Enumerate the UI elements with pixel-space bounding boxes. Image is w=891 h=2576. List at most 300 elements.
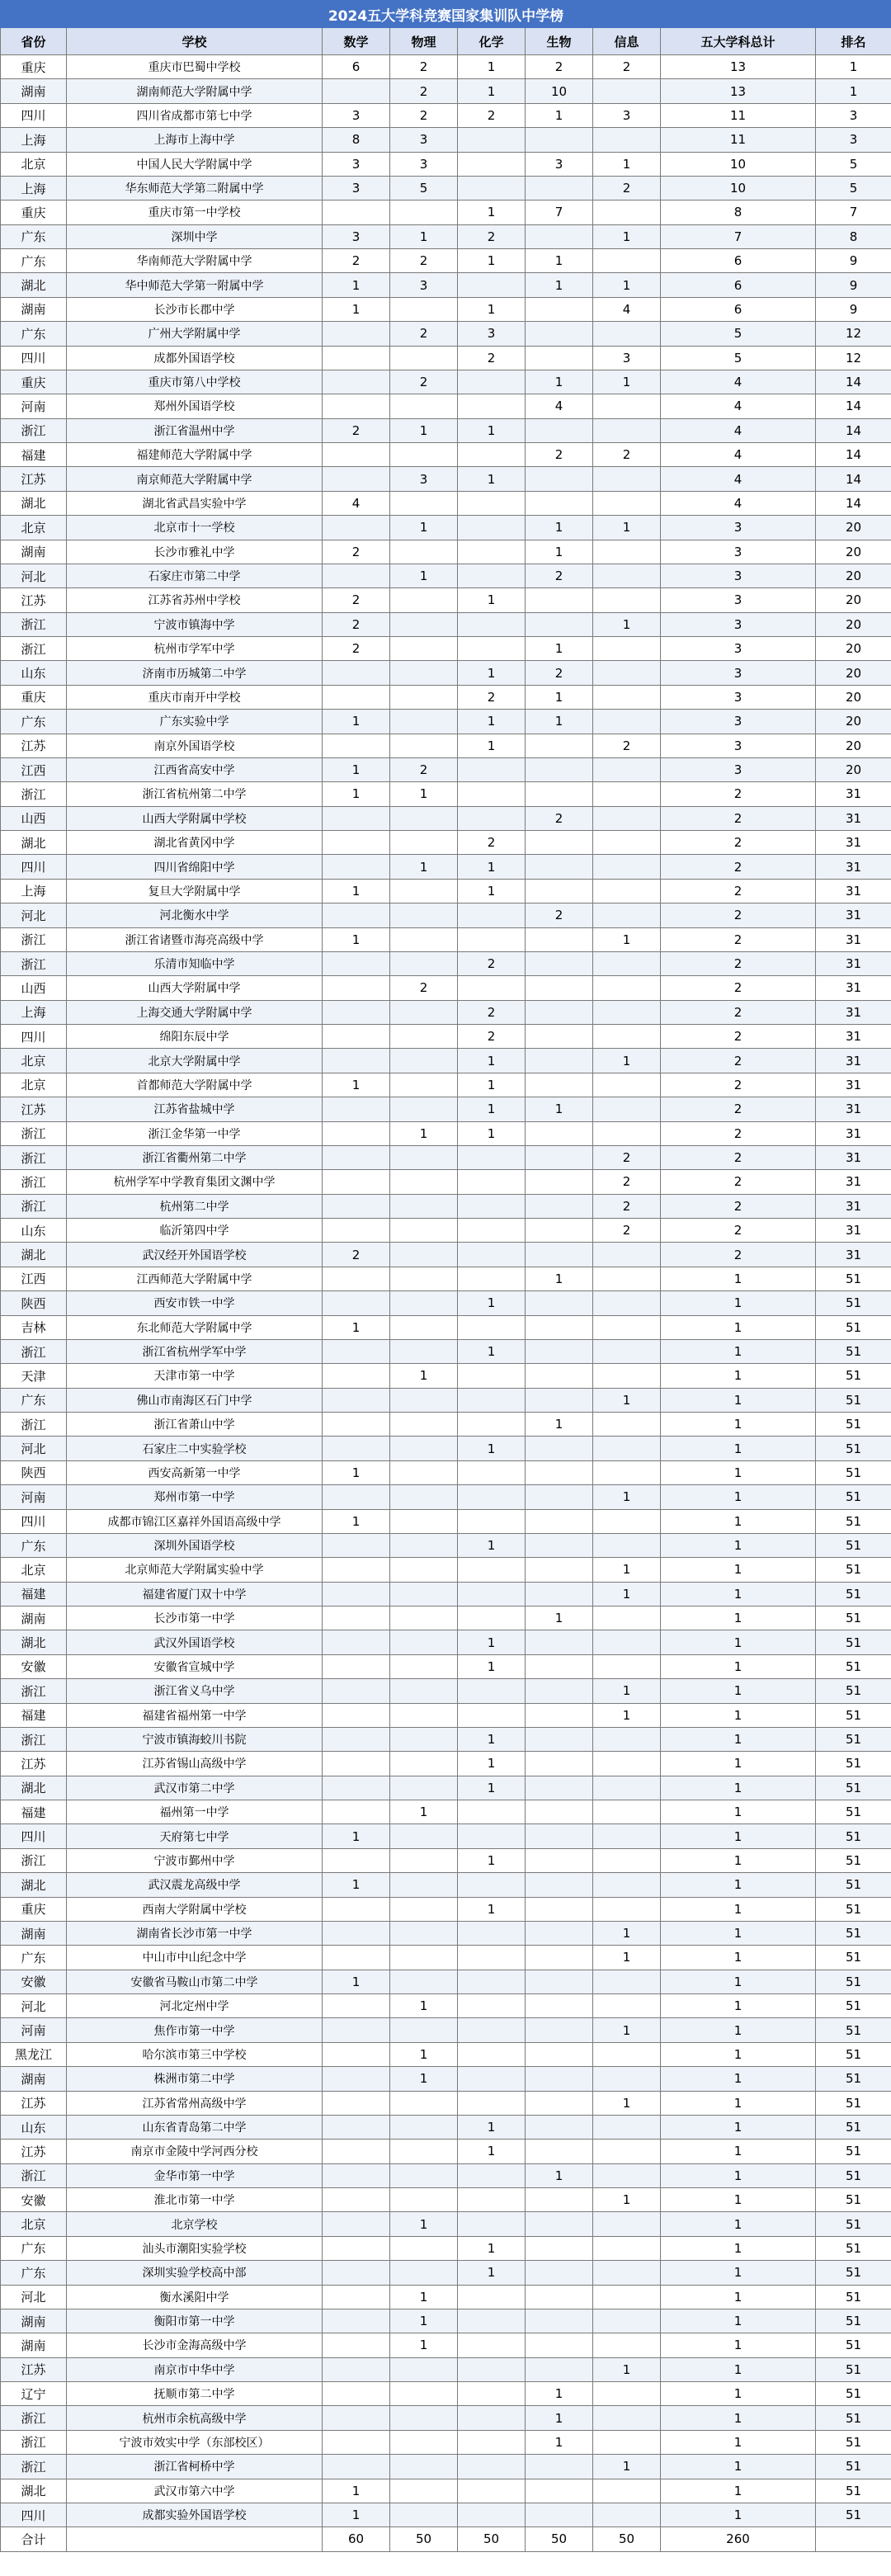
math-cell — [323, 2357, 390, 2381]
informatics-cell — [593, 2067, 661, 2091]
informatics-cell — [593, 249, 661, 273]
chemistry-cell — [458, 2091, 526, 2115]
physics-cell — [390, 710, 458, 734]
chemistry-cell — [458, 1558, 526, 1582]
biology-cell — [526, 1873, 593, 1897]
chemistry-cell — [458, 1509, 526, 1533]
biology-cell — [526, 2455, 593, 2479]
province-cell: 河北 — [1, 564, 67, 587]
rank-cell: 20 — [816, 588, 891, 612]
school-cell: 武汉经开外国语学校 — [67, 1243, 323, 1267]
physics-cell: 1 — [390, 2042, 458, 2066]
physics-cell — [390, 1824, 458, 1848]
biology-cell — [526, 1654, 593, 1678]
total-cell: 2 — [661, 1121, 816, 1145]
total-cell: 2 — [661, 831, 816, 855]
total-cell: 11 — [661, 103, 816, 127]
table-row — [1, 685, 891, 709]
table-row — [1, 1679, 891, 1703]
table-row — [1, 467, 891, 491]
rank-cell: 51 — [816, 1848, 891, 1872]
biology-cell: 1 — [526, 273, 593, 297]
rank-cell: 51 — [816, 2503, 891, 2526]
biology-cell — [526, 1388, 593, 1412]
province-cell: 江苏 — [1, 2091, 67, 2115]
total-cell: 1 — [661, 1897, 816, 1921]
math-cell — [323, 2188, 390, 2212]
informatics-cell — [593, 2042, 661, 2066]
province-cell: 湖南 — [1, 1921, 67, 1945]
total-cell: 1 — [661, 2018, 816, 2042]
math-cell — [323, 2430, 390, 2454]
school-cell: 天府第七中学 — [67, 1824, 323, 1848]
biology-cell — [526, 927, 593, 951]
physics-cell: 1 — [390, 1800, 458, 1824]
total-cell: 3 — [661, 612, 816, 636]
math-cell — [323, 831, 390, 855]
school-cell: 上海市上海中学 — [67, 128, 323, 152]
table-row — [1, 322, 891, 346]
total-cell: 1 — [661, 1970, 816, 1993]
informatics-cell: 2 — [593, 176, 661, 200]
informatics-cell — [593, 491, 661, 515]
province-cell: 四川 — [1, 1025, 67, 1049]
chemistry-cell — [458, 1946, 526, 1970]
header-biology: 生物 — [526, 28, 593, 55]
biology-cell — [526, 2188, 593, 2212]
province-cell: 上海 — [1, 1000, 67, 1024]
biology-cell — [526, 2503, 593, 2526]
informatics-cell: 1 — [593, 224, 661, 248]
school-cell: 成都外国语学校 — [67, 346, 323, 370]
informatics-cell — [593, 1073, 661, 1097]
total-cell: 1 — [661, 1800, 816, 1824]
total-cell: 5 — [661, 322, 816, 346]
biology-cell — [526, 322, 593, 346]
physics-cell — [390, 1970, 458, 1993]
province-cell: 湖南 — [1, 2067, 67, 2091]
informatics-cell — [593, 588, 661, 612]
physics-cell — [390, 1946, 458, 1970]
rank-cell: 51 — [816, 1873, 891, 1897]
school-cell: 长沙市金海高级中学 — [67, 2333, 323, 2357]
rank-cell: 51 — [816, 1630, 891, 1654]
physics-cell: 1 — [390, 224, 458, 248]
math-cell — [323, 1582, 390, 1606]
table-row — [1, 1073, 891, 1097]
total-cell: 10 — [661, 152, 816, 176]
table-row — [1, 1606, 891, 1630]
biology-cell: 1 — [526, 2430, 593, 2454]
math-cell — [323, 2455, 390, 2479]
table-row — [1, 224, 891, 248]
physics-cell: 1 — [390, 2309, 458, 2333]
math-cell — [323, 2091, 390, 2115]
math-cell — [323, 79, 390, 103]
biology-cell: 1 — [526, 637, 593, 661]
informatics-cell — [593, 2382, 661, 2406]
chemistry-cell — [458, 1219, 526, 1243]
school-cell: 上海交通大学附属中学 — [67, 1000, 323, 1024]
rank-cell: 51 — [816, 1824, 891, 1848]
rank-cell: 12 — [816, 346, 891, 370]
rank-cell: 51 — [816, 1509, 891, 1533]
physics-cell — [390, 1388, 458, 1412]
math-cell — [323, 1364, 390, 1388]
chemistry-cell — [458, 757, 526, 781]
total-cell: 1 — [661, 2430, 816, 2454]
chemistry-cell — [458, 2357, 526, 2381]
table-row — [1, 394, 891, 418]
table-row — [1, 1703, 891, 1727]
informatics-cell — [593, 2285, 661, 2309]
biology-cell — [526, 1509, 593, 1533]
informatics-cell — [593, 1654, 661, 1678]
chemistry-cell — [458, 2430, 526, 2454]
physics-cell — [390, 685, 458, 709]
chemistry-cell: 1 — [458, 1776, 526, 1800]
math-cell — [323, 1776, 390, 1800]
total-cell: 1 — [661, 1485, 816, 1509]
total-cell: 2 — [661, 1243, 816, 1267]
table-row — [1, 2042, 891, 2066]
chemistry-cell — [458, 1267, 526, 1290]
math-cell: 1 — [323, 1824, 390, 1848]
province-cell: 北京 — [1, 516, 67, 540]
math-cell — [323, 2382, 390, 2406]
informatics-cell — [593, 1994, 661, 2018]
province-cell: 浙江 — [1, 1121, 67, 1145]
province-cell: 四川 — [1, 1509, 67, 1533]
informatics-cell — [593, 1000, 661, 1024]
province-cell: 浙江 — [1, 1413, 67, 1437]
table-row — [1, 1654, 891, 1678]
table-row — [1, 903, 891, 927]
rank-cell: 31 — [816, 806, 891, 830]
rank-cell: 51 — [816, 2115, 891, 2139]
chemistry-cell — [458, 2333, 526, 2357]
math-cell: 1 — [323, 297, 390, 321]
total-cell: 1 — [661, 2236, 816, 2260]
province-cell: 湖北 — [1, 1873, 67, 1897]
table-row — [1, 1025, 891, 1049]
informatics-cell — [593, 2163, 661, 2187]
math-cell — [323, 2018, 390, 2042]
table-row — [1, 1145, 891, 1169]
biology-cell — [526, 1752, 593, 1776]
province-cell: 湖南 — [1, 540, 67, 564]
chemistry-cell: 1 — [458, 1097, 526, 1121]
rank-cell: 20 — [816, 516, 891, 540]
physics-cell — [390, 2115, 458, 2139]
total-cell: 4 — [661, 491, 816, 515]
biology-cell: 1 — [526, 1267, 593, 1290]
header-row — [1, 28, 891, 55]
chemistry-cell: 1 — [458, 1727, 526, 1751]
table-row — [1, 2067, 891, 2091]
chemistry-cell — [458, 2042, 526, 2066]
total-cell: 1 — [661, 1364, 816, 1388]
province-cell: 重庆 — [1, 201, 67, 224]
math-cell — [323, 1630, 390, 1654]
school-cell: 江西师范大学附属中学 — [67, 1267, 323, 1290]
table-row — [1, 1170, 891, 1194]
total-cell: 1 — [661, 2212, 816, 2236]
province-cell: 湖南 — [1, 79, 67, 103]
school-cell: 抚顺市第二中学 — [67, 2382, 323, 2406]
province-cell: 河北 — [1, 2285, 67, 2309]
rank-cell: 31 — [816, 782, 891, 806]
province-cell: 河北 — [1, 1994, 67, 2018]
physics-cell — [390, 1897, 458, 1921]
total-cell: 1 — [661, 2042, 816, 2066]
physics-cell — [390, 2455, 458, 2479]
school-cell: 南京市金陵中学河西分校 — [67, 2140, 323, 2163]
math-cell — [323, 1339, 390, 1363]
biology-cell — [526, 491, 593, 515]
province-cell: 河北 — [1, 903, 67, 927]
biology-cell — [526, 1025, 593, 1049]
chemistry-cell: 1 — [458, 1848, 526, 1872]
math-cell — [323, 1946, 390, 1970]
school-cell: 北京市十一学校 — [67, 516, 323, 540]
informatics-cell — [593, 467, 661, 491]
chemistry-cell: 1 — [458, 1049, 526, 1073]
informatics-cell: 1 — [593, 152, 661, 176]
table-row — [1, 273, 891, 297]
school-cell: 汕头市潮阳实验学校 — [67, 2236, 323, 2260]
chemistry-cell — [458, 927, 526, 951]
physics-cell — [390, 1097, 458, 1121]
rank-cell: 51 — [816, 2091, 891, 2115]
chemistry-cell — [458, 2503, 526, 2526]
rank-cell: 51 — [816, 1679, 891, 1703]
biology-cell: 1 — [526, 370, 593, 394]
biology-cell — [526, 1800, 593, 1824]
chemistry-cell — [458, 1388, 526, 1412]
physics-cell: 1 — [390, 2285, 458, 2309]
biology-cell — [526, 1485, 593, 1509]
province-cell: 四川 — [1, 1824, 67, 1848]
rank-cell: 51 — [816, 2382, 891, 2406]
total-cell: 10 — [661, 176, 816, 200]
biology-cell — [526, 1437, 593, 1460]
province-cell: 辽宁 — [1, 2382, 67, 2406]
informatics-cell: 1 — [593, 273, 661, 297]
biology-cell — [526, 757, 593, 781]
math-cell: 3 — [323, 152, 390, 176]
informatics-cell — [593, 1243, 661, 1267]
total-cell: 1 — [661, 1679, 816, 1703]
school-cell: 浙江省杭州学军中学 — [67, 1339, 323, 1363]
math-cell: 2 — [323, 637, 390, 661]
school-cell: 成都实验外国语学校 — [67, 2503, 323, 2526]
chemistry-cell: 1 — [458, 855, 526, 879]
table-row — [1, 1630, 891, 1654]
school-cell: 北京学校 — [67, 2212, 323, 2236]
school-cell: 福建省福州第一中学 — [67, 1703, 323, 1727]
biology-cell: 1 — [526, 710, 593, 734]
chemistry-cell: 1 — [458, 201, 526, 224]
school-cell: 重庆市巴蜀中学校 — [67, 55, 323, 79]
math-cell — [323, 2236, 390, 2260]
biology-cell — [526, 1994, 593, 2018]
table-row — [1, 1049, 891, 1073]
school-cell: 焦作市第一中学 — [67, 2018, 323, 2042]
total-cell: 4 — [661, 394, 816, 418]
table-row — [1, 1315, 891, 1339]
province-cell: 浙江 — [1, 1727, 67, 1751]
rank-cell: 51 — [816, 1606, 891, 1630]
chemistry-cell — [458, 637, 526, 661]
province-cell: 四川 — [1, 103, 67, 127]
province-cell: 四川 — [1, 2503, 67, 2526]
total-cell: 11 — [661, 128, 816, 152]
total-cell: 2 — [661, 951, 816, 975]
province-cell: 重庆 — [1, 370, 67, 394]
physics-cell: 1 — [390, 2067, 458, 2091]
province-cell: 江苏 — [1, 588, 67, 612]
chemistry-cell — [458, 2309, 526, 2333]
province-cell: 吉林 — [1, 1315, 67, 1339]
biology-cell: 2 — [526, 443, 593, 467]
math-cell: 1 — [323, 1073, 390, 1097]
physics-cell — [390, 1848, 458, 1872]
total-cell: 1 — [661, 1460, 816, 1484]
province-cell: 湖北 — [1, 2479, 67, 2503]
biology-cell: 1 — [526, 1606, 593, 1630]
math-cell: 1 — [323, 273, 390, 297]
informatics-cell — [593, 710, 661, 734]
biology-cell — [526, 1970, 593, 1993]
biology-cell — [526, 1848, 593, 1872]
total-cell: 1 — [661, 1437, 816, 1460]
total-cell: 2 — [661, 1025, 816, 1049]
informatics-cell — [593, 1413, 661, 1437]
rank-cell: 51 — [816, 1921, 891, 1945]
biology-cell — [526, 1776, 593, 1800]
province-cell: 广东 — [1, 322, 67, 346]
province-cell: 河北 — [1, 1437, 67, 1460]
physics-cell: 2 — [390, 322, 458, 346]
province-cell: 江西 — [1, 1267, 67, 1290]
physics-cell — [390, 2357, 458, 2381]
informatics-cell — [593, 855, 661, 879]
rank-cell: 51 — [816, 1388, 891, 1412]
informatics-cell: 1 — [593, 1703, 661, 1727]
rank-cell: 51 — [816, 1752, 891, 1776]
rank-cell: 51 — [816, 1339, 891, 1363]
physics-cell — [390, 806, 458, 830]
province-cell: 浙江 — [1, 1145, 67, 1169]
school-cell: 济南市历城第二中学 — [67, 661, 323, 685]
province-cell: 浙江 — [1, 951, 67, 975]
table-row — [1, 2188, 891, 2212]
table-row — [1, 297, 891, 321]
biology-cell: 1 — [526, 103, 593, 127]
rank-cell: 51 — [816, 2455, 891, 2479]
informatics-cell: 1 — [593, 516, 661, 540]
school-cell: 长沙市长郡中学 — [67, 297, 323, 321]
physics-cell: 2 — [390, 103, 458, 127]
table-row — [1, 201, 891, 224]
table-row — [1, 540, 891, 564]
math-cell — [323, 685, 390, 709]
math-cell: 1 — [323, 1460, 390, 1484]
physics-cell — [390, 2163, 458, 2187]
chemistry-cell: 1 — [458, 1291, 526, 1315]
rank-cell: 51 — [816, 2357, 891, 2381]
total-cell: 1 — [661, 1267, 816, 1290]
province-cell: 湖南 — [1, 2333, 67, 2357]
biology-cell: 7 — [526, 201, 593, 224]
total-cell: 1 — [661, 2357, 816, 2381]
informatics-cell — [593, 1824, 661, 1848]
total-rank-cell — [816, 2527, 891, 2551]
school-cell: 华中师范大学第一附属中学 — [67, 273, 323, 297]
chemistry-cell: 2 — [458, 103, 526, 127]
chemistry-cell: 1 — [458, 1073, 526, 1097]
chemistry-cell: 1 — [458, 2261, 526, 2285]
math-cell: 1 — [323, 927, 390, 951]
biology-cell — [526, 2309, 593, 2333]
table-row — [1, 2406, 891, 2430]
informatics-cell — [593, 2333, 661, 2357]
chemistry-cell: 1 — [458, 79, 526, 103]
chemistry-cell: 1 — [458, 2236, 526, 2260]
rank-cell: 51 — [816, 1727, 891, 1751]
rank-cell: 9 — [816, 273, 891, 297]
biology-cell — [526, 1121, 593, 1145]
physics-cell — [390, 2018, 458, 2042]
biology-cell — [526, 1727, 593, 1751]
table-row — [1, 152, 891, 176]
informatics-cell: 4 — [593, 297, 661, 321]
rank-cell: 31 — [816, 879, 891, 903]
physics-cell — [390, 1073, 458, 1097]
total-cell: 1 — [661, 1703, 816, 1727]
rank-cell: 51 — [816, 1558, 891, 1582]
school-cell: 山西大学附属中学校 — [67, 806, 323, 830]
school-cell: 武汉市第二中学 — [67, 1776, 323, 1800]
biology-cell: 1 — [526, 2163, 593, 2187]
table-row — [1, 976, 891, 1000]
chemistry-cell — [458, 540, 526, 564]
school-cell: 杭州第二中学 — [67, 1194, 323, 1218]
chemistry-cell — [458, 1873, 526, 1897]
math-cell — [323, 467, 390, 491]
biology-cell — [526, 782, 593, 806]
province-cell: 江西 — [1, 757, 67, 781]
province-cell: 浙江 — [1, 418, 67, 442]
biology-cell — [526, 1145, 593, 1169]
physics-cell — [390, 2479, 458, 2503]
school-cell: 福州第一中学 — [67, 1800, 323, 1824]
table-row — [1, 1848, 891, 1872]
school-cell: 北京大学附属中学 — [67, 1049, 323, 1073]
chemistry-cell — [458, 1485, 526, 1509]
province-cell: 黑龙江 — [1, 2042, 67, 2066]
informatics-cell — [593, 661, 661, 685]
physics-cell: 3 — [390, 467, 458, 491]
rank-cell: 1 — [816, 55, 891, 79]
school-cell: 株洲市第二中学 — [67, 2067, 323, 2091]
school-cell: 南京师范大学附属中学 — [67, 467, 323, 491]
school-cell: 天津市第一中学 — [67, 1364, 323, 1388]
chemistry-cell — [458, 1315, 526, 1339]
informatics-cell: 1 — [593, 370, 661, 394]
rank-cell: 51 — [816, 1897, 891, 1921]
